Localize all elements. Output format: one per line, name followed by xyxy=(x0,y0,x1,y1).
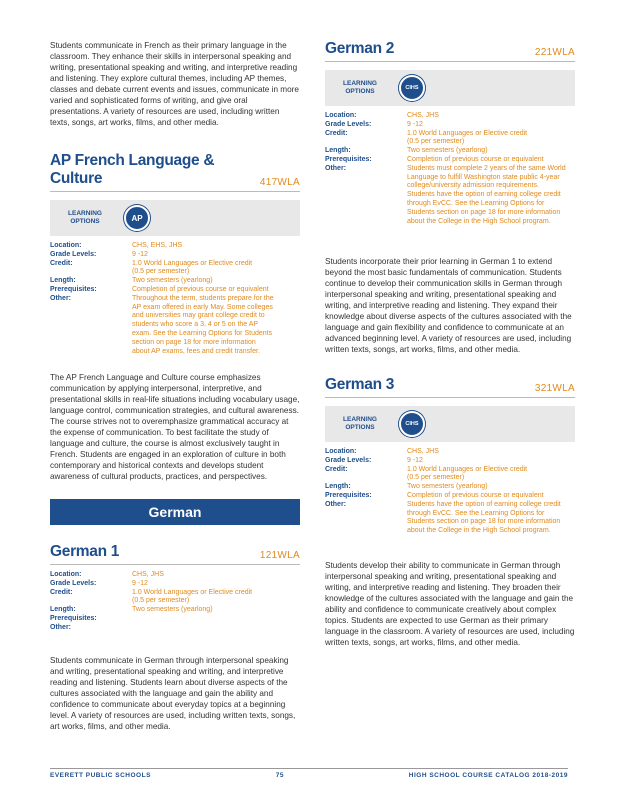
meta-value xyxy=(407,147,488,156)
meta-key: Location: xyxy=(50,571,82,578)
meta-value-line: Students section on page 18 for more information xyxy=(407,518,561,526)
meta-key: Credit: xyxy=(50,259,73,267)
meta-value-line: about AP exams, fees and credit transfer. xyxy=(132,347,260,355)
meta-value-line: Language to fulfill Washington state public 4-year xyxy=(407,173,560,181)
meta-value-line: Completion of previous course or equivalent xyxy=(407,155,544,163)
meta-value-line: CHS, EHS, JHS xyxy=(132,242,183,249)
meta-value-line xyxy=(132,615,134,624)
meta-value xyxy=(407,492,544,501)
meta-value xyxy=(407,457,423,466)
meta-value-line: (0.5 per semester) xyxy=(132,268,190,276)
meta-row xyxy=(325,457,575,466)
meta-row xyxy=(325,501,575,536)
meta-key: Location: xyxy=(325,112,357,119)
meta-value-line: CHS, JHS xyxy=(132,571,164,578)
meta-key: Other: xyxy=(50,623,71,631)
course-code: 221WLA xyxy=(534,47,575,58)
course-header xyxy=(50,152,300,192)
meta-value-line: Completion of previous course or equivalent xyxy=(132,285,269,293)
meta-value xyxy=(132,251,148,260)
course-code: 417WLA xyxy=(259,177,300,188)
meta-value-line: students who score a 3, 4 or 5 on the AP xyxy=(132,321,259,329)
meta-value-line: section on page 18 for more information xyxy=(132,338,256,346)
meta-key: Credit: xyxy=(325,129,348,137)
meta-value xyxy=(132,580,148,589)
learning-options-bar xyxy=(325,70,575,106)
course-meta xyxy=(50,242,300,356)
ap-french-description: The AP French Language and Culture course emphasizes communication by applying interpersonal, interpretive, and presentational skills in real-life situations including vocabulary usage, language control, communication strategies, and cultural awareness. The course strives not to overemphasize grammatical accuracy at the expense of communication. To best facilitate the study of language and culture, the course is almost exclusively taught in French. Students are engaged in an exploration of culture in both contemporary and historical contexts and develops student awareness of cultural products, practices, and perspectives. xyxy=(50,373,300,481)
meta-value xyxy=(132,589,252,607)
meta-value xyxy=(407,130,527,148)
meta-row xyxy=(50,277,300,286)
learning-options-label: LEARNING OPTIONS xyxy=(68,210,102,225)
course-meta xyxy=(325,112,575,226)
meta-key: Location: xyxy=(325,448,357,455)
meta-value-line: Two semesters (yearlong) xyxy=(132,277,213,285)
meta-row xyxy=(50,589,300,607)
footer-page-number: 75 xyxy=(275,772,284,779)
meta-key: Length: xyxy=(50,606,76,614)
meta-value-line: college/university admission requirements. xyxy=(407,182,539,190)
meta-value-line: CHS, JHS xyxy=(407,112,439,119)
meta-row xyxy=(325,492,575,501)
meta-value xyxy=(132,615,134,624)
meta-row xyxy=(325,165,575,227)
meta-key: Credit: xyxy=(50,588,73,596)
meta-value-line: about the College in the High School program. xyxy=(407,527,551,535)
meta-key: Grade Levels: xyxy=(325,456,372,464)
course-german-2 xyxy=(325,40,575,226)
course-title: German 2 xyxy=(325,40,395,57)
meta-value-line: 1.0 World Languages or Elective credit xyxy=(407,465,528,473)
meta-value-line: CHS, JHS xyxy=(407,448,439,455)
meta-key: Prerequisites: xyxy=(325,491,372,499)
meta-value xyxy=(132,624,134,633)
meta-value-line: through EvCC. See the Learning Options for xyxy=(407,509,545,517)
meta-value xyxy=(407,156,544,165)
meta-key: Prerequisites: xyxy=(50,285,97,293)
course-header xyxy=(325,376,575,398)
meta-row xyxy=(50,580,300,589)
meta-value xyxy=(407,501,561,536)
meta-key: Other: xyxy=(325,164,346,172)
course-title: German 3 xyxy=(325,376,395,393)
meta-key: Length: xyxy=(50,277,76,285)
french-intro-paragraph: Students communicate in French as their primary language in the classroom. They enhance their skills in interpersonal speaking and writing, presentational speaking and writing, and interpretive reading and listening. They explore cultural themes, including AP themes, classes and debate current events and issues, communicate in more varied and sophisticated forms of writing, and give oral presentations. A variety of resources are used, including written texts, songs, art works, films, and other media. xyxy=(50,41,299,127)
meta-key: Grade Levels: xyxy=(50,250,97,258)
meta-key: Location: xyxy=(50,242,82,249)
ap-icon: AP xyxy=(124,205,150,231)
meta-value-line: (0.5 per semester) xyxy=(407,138,465,146)
meta-value-line: Two semesters (yearlong) xyxy=(132,606,213,614)
learning-options-bar xyxy=(50,200,300,236)
course-ap-french xyxy=(50,152,300,356)
meta-value xyxy=(407,121,423,130)
course-german-3 xyxy=(325,376,575,536)
meta-row xyxy=(50,571,300,580)
meta-key: Other: xyxy=(325,500,346,508)
meta-value-line: (0.5 per semester) xyxy=(407,474,465,482)
meta-row xyxy=(325,112,575,121)
meta-value xyxy=(407,165,566,227)
meta-value-line: (0.5 per semester) xyxy=(132,597,190,605)
meta-value-line: Throughout the term, students prepare for the xyxy=(132,294,274,302)
meta-value-line: 1.0 World Languages or Elective credit xyxy=(132,259,253,267)
german-3-description: Students develop their ability to communicate in German through interpersonal speaking and writing, presentational speaking and writing, and interpretive reading and listening. They broaden their knowledge of the cultures associated with the language and gain the ability and confidence to communicate creatively about complex topics. Students are expected to use German as their primary language in the classroom. A variety of resources are used, including written texts, songs, art works, films, and other media. xyxy=(325,561,575,647)
meta-row xyxy=(325,156,575,165)
course-header xyxy=(325,40,575,62)
meta-value xyxy=(132,295,274,357)
meta-row xyxy=(50,260,300,278)
meta-row xyxy=(50,286,300,295)
course-code: 121WLA xyxy=(259,550,300,561)
section-banner-german: German xyxy=(50,499,300,525)
course-title: German 1 xyxy=(50,543,120,560)
meta-key: Grade Levels: xyxy=(325,120,372,128)
meta-value xyxy=(407,483,488,492)
footer-district: EVERETT PUBLIC SCHOOLS xyxy=(50,772,151,779)
meta-row xyxy=(325,466,575,484)
meta-value xyxy=(407,448,439,457)
course-title: AP French Language & Culture xyxy=(50,152,215,187)
meta-value-line: 1.0 World Languages or Elective credit xyxy=(407,129,528,137)
meta-value xyxy=(132,277,213,286)
course-meta xyxy=(325,448,575,536)
meta-value-line: Two semesters (yearlong) xyxy=(407,483,488,491)
page-footer xyxy=(50,768,568,779)
meta-key: Prerequisites: xyxy=(325,155,372,163)
meta-value-line: exam. See the Learning Options for Students xyxy=(132,329,273,337)
german-1-description: Students communicate in German through interpersonal speaking and writing, presentational speaking and writing, and interpretive reading and listening. Students learn about diverse aspects of the cultures associated with the language and gain the ability and confidence to communicate about everyday topics at a beginning level. A variety of resources are used, including written texts, songs, art works, films, and other media. xyxy=(50,656,296,731)
meta-row xyxy=(325,483,575,492)
meta-row xyxy=(325,130,575,148)
meta-value xyxy=(132,606,213,615)
cihs-icon: CIHS xyxy=(399,411,425,437)
learning-options-bar xyxy=(325,406,575,442)
meta-row xyxy=(50,624,300,633)
meta-value-line: AP exam offered in early May. Some colleges xyxy=(132,303,273,311)
meta-value-line: Completion of previous course or equivalent xyxy=(407,491,544,499)
meta-value-line: about the College in the High School program. xyxy=(407,217,551,225)
meta-value-line: and universities may grant college credit to xyxy=(132,312,265,320)
meta-key: Length: xyxy=(325,147,351,155)
meta-value xyxy=(132,242,182,251)
meta-value xyxy=(132,571,164,580)
meta-row xyxy=(50,606,300,615)
meta-row xyxy=(50,295,300,357)
meta-value-line: 9 -12 xyxy=(132,579,148,587)
meta-row xyxy=(50,251,300,260)
meta-key: Grade Levels: xyxy=(50,579,97,587)
meta-value-line: Students have the option of earning college credit xyxy=(407,500,561,508)
meta-value-line: 9 -12 xyxy=(407,120,423,128)
meta-value xyxy=(132,260,252,278)
meta-row xyxy=(325,448,575,457)
meta-row xyxy=(50,242,300,251)
meta-value-line: 1.0 World Languages or Elective credit xyxy=(132,588,253,596)
meta-value xyxy=(132,286,269,295)
course-header xyxy=(50,543,300,565)
meta-value xyxy=(407,466,527,484)
german-2-description: Students incorporate their prior learning in German 1 to extend beyond the most basic fundamentals of communication. Students continue to develop their communication skills in German through interpersonal speaking and writing, presentational speaking and writing, and interpretive reading and listening. They expand their knowledge about diverse aspects of the cultures associated with the language and gain flexibility and confidence to communicate at an advanced beginning level. A variety of resources are used, including written texts, songs, art works, films, and other media. xyxy=(325,257,572,354)
meta-key: Prerequisites: xyxy=(50,614,97,622)
meta-row xyxy=(325,147,575,156)
meta-key: Other: xyxy=(50,294,71,302)
cihs-icon: CIHS xyxy=(399,75,425,101)
meta-value-line: through EvCC. See the Learning Options for xyxy=(407,199,545,207)
meta-value-line: 9 -12 xyxy=(407,456,423,464)
meta-value-line xyxy=(132,624,134,633)
meta-value-line: Two semesters (yearlong) xyxy=(407,147,488,155)
meta-value xyxy=(407,112,439,121)
meta-value-line: Students have the option of earning college credit xyxy=(407,191,561,199)
meta-key: Length: xyxy=(325,483,351,491)
meta-value-line: 9 -12 xyxy=(132,250,148,258)
course-german-1 xyxy=(50,543,300,633)
footer-catalog-title: HIGH SCHOOL COURSE CATALOG 2018-2019 xyxy=(408,772,568,779)
course-code: 321WLA xyxy=(534,383,575,394)
meta-value-line: Students must complete 2 years of the same World xyxy=(407,164,566,172)
course-meta xyxy=(50,571,300,633)
meta-row xyxy=(325,121,575,130)
learning-options-label: LEARNING OPTIONS xyxy=(343,80,377,95)
meta-row xyxy=(50,615,300,624)
learning-options-label: LEARNING OPTIONS xyxy=(343,416,377,431)
meta-value-line: Students section on page 18 for more information xyxy=(407,208,561,216)
meta-key: Credit: xyxy=(325,465,348,473)
